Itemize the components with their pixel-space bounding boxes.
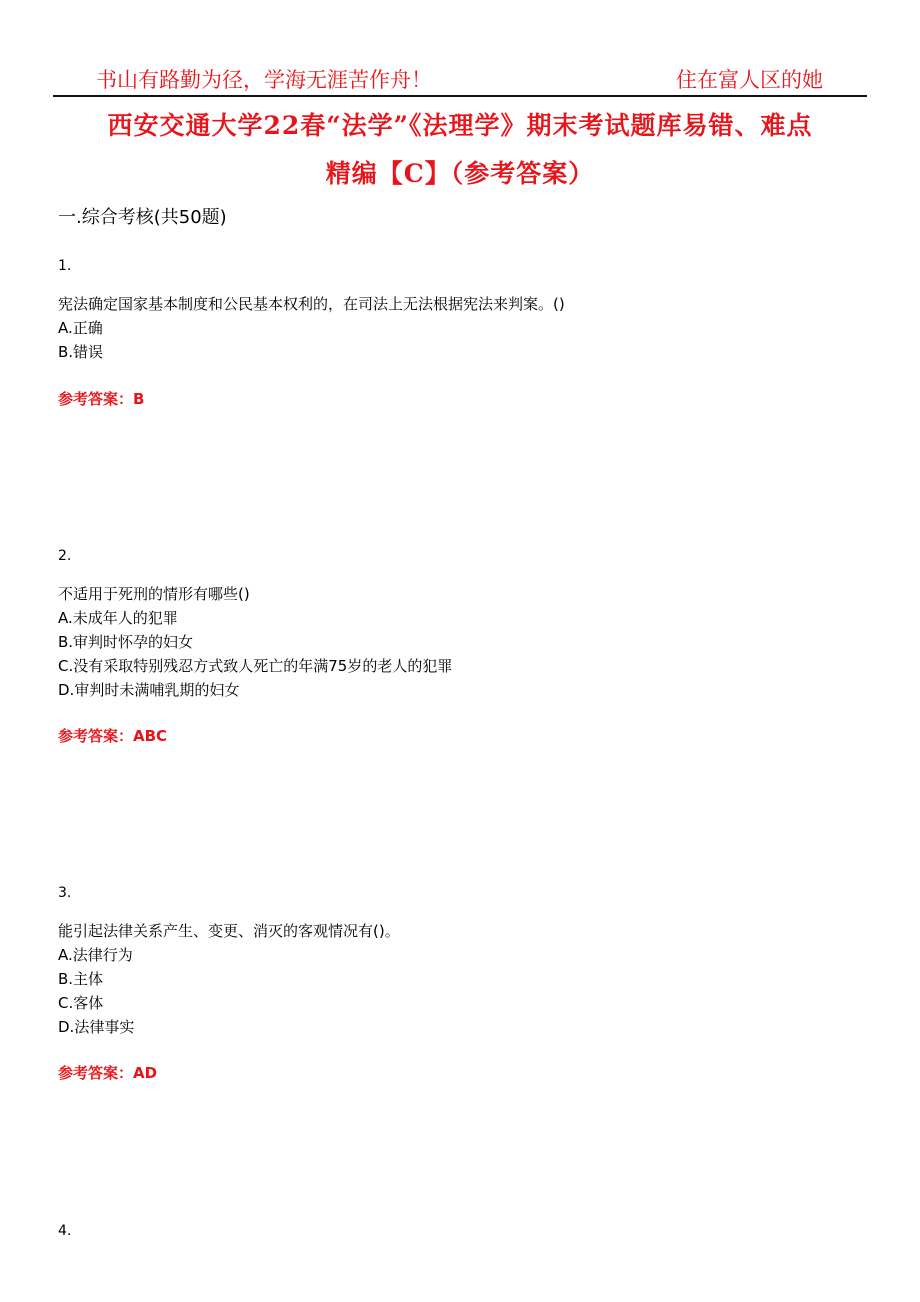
question-2 xyxy=(58,546,858,702)
document-title-line-2: 精编【C】（参考答案） xyxy=(325,159,595,188)
question-3 xyxy=(58,883,858,1039)
question-option: A.正确 xyxy=(58,319,103,337)
question-2-answer: 参考答案：ABC xyxy=(58,727,168,745)
question-number: 3. xyxy=(58,885,72,901)
section-heading: 一.综合考核(共50题) xyxy=(58,207,227,228)
question-option: A.法律行为 xyxy=(58,946,133,964)
page-header-motto: 书山有路勤为径，学海无涯苦作舟！ xyxy=(96,68,432,92)
question-option: D.审判时未满哺乳期的妇女 xyxy=(58,681,240,699)
question-option: A.未成年人的犯罪 xyxy=(58,609,178,627)
question-number: 2. xyxy=(58,548,72,564)
question-1-answer: 参考答案：B xyxy=(58,390,145,408)
question-option: C.没有采取特别残忍方式致人死亡的年满75岁的老人的犯罪 xyxy=(58,657,453,675)
question-number: 1. xyxy=(58,258,72,274)
question-option: B.审判时怀孕的妇女 xyxy=(58,633,194,651)
question-4-number: 4. xyxy=(58,1223,72,1239)
document-title xyxy=(60,102,860,198)
question-1 xyxy=(58,256,858,364)
document-title-line-1: 西安交通大学22春“法学”《法理学》期末考试题库易错、难点 xyxy=(107,111,813,140)
header-divider xyxy=(53,95,867,97)
question-option: B.主体 xyxy=(58,970,104,988)
question-stem: 宪法确定国家基本制度和公民基本权利的，在司法上无法根据宪法来判案。() xyxy=(58,295,565,313)
question-option: D.法律事实 xyxy=(58,1018,135,1036)
question-option: C.客体 xyxy=(58,994,104,1012)
question-3-answer: 参考答案：AD xyxy=(58,1064,158,1082)
question-option: B.错误 xyxy=(58,343,104,361)
page-header-author: 住在富人区的她 xyxy=(676,68,823,92)
question-stem: 能引起法律关系产生、变更、消灭的客观情况有()。 xyxy=(58,922,400,940)
question-stem: 不适用于死刑的情形有哪些() xyxy=(58,585,250,603)
